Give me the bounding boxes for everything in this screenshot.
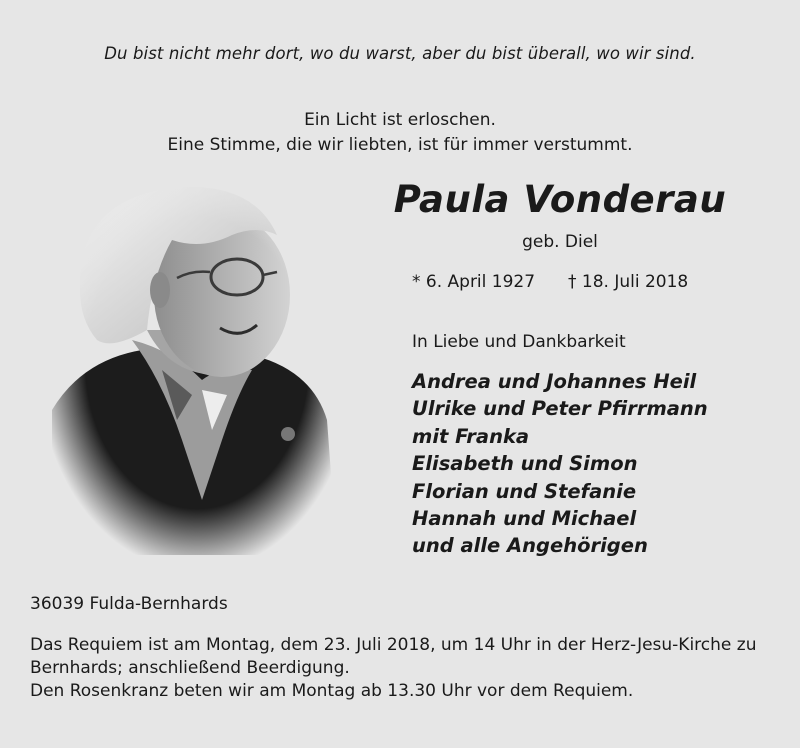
service-line: Das Requiem ist am Montag, dem 23. Juli 2018, um 14 Uhr in der Herz-Jesu-Kirche zu xyxy=(30,635,757,655)
address: 36039 Fulda-Bernhards xyxy=(30,594,228,614)
service-info xyxy=(30,634,780,703)
motto-quote: Du bist nicht mehr dort, wo du warst, aber du bist überall, wo wir sind. xyxy=(104,44,696,63)
intro-line: Ein Licht ist erloschen. xyxy=(304,110,496,130)
list-item: Ulrike und Peter Pfirrmann xyxy=(412,397,708,421)
service-line: Den Rosenkranz beten wir am Montag ab 13.30 Uhr vor dem Requiem. xyxy=(30,681,634,701)
list-item: mit Franka xyxy=(412,424,530,448)
portrait-photo xyxy=(52,180,342,560)
deceased-name: Paula Vonderau xyxy=(393,178,727,221)
list-item: Hannah und Michael xyxy=(412,507,637,531)
list-item: Andrea und Johannes Heil xyxy=(412,370,697,393)
service-line: Bernhards; anschließend Beerdigung. xyxy=(30,658,350,678)
intro-text xyxy=(0,108,800,158)
list-item: Elisabeth und Simon xyxy=(412,452,638,476)
gratitude-line: In Liebe und Dankbarkeit xyxy=(412,332,626,352)
list-item: und alle Angehörigen xyxy=(412,534,648,558)
list-item: Florian und Stefanie xyxy=(412,479,637,503)
birth-name: geb. Diel xyxy=(522,232,598,252)
birth-date: * 6. April 1927 xyxy=(412,272,536,292)
mourners-list xyxy=(412,368,708,560)
death-date: † 18. Juli 2018 xyxy=(568,272,689,292)
intro-line: Eine Stimme, die wir liebten, ist für immer verstummt. xyxy=(167,135,633,155)
